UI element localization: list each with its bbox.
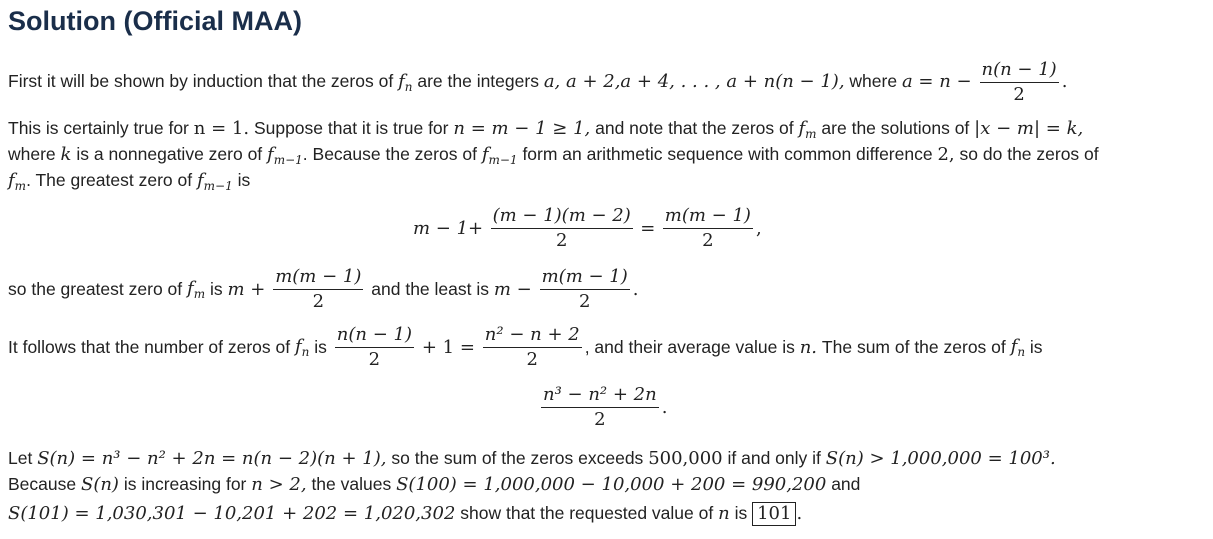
text: where bbox=[849, 71, 898, 92]
paragraph-base-case-line2: where k is a nonnegative zero of $f_{m-1}$. Because the zeros of $f_{m-1}$ form an arithmetic sequence with common difference 2, so do the zeros of bbox=[8, 144, 1099, 167]
paragraph-conclusion-line2: Because S(n) is increasing for n > 2, the values S(100) = 1,000,000 − 10,000 + 200 = 990,200 and bbox=[8, 474, 861, 495]
paragraph-base-case: This is certainly true for n = 1. Suppose that it is true for n = m − 1 ≥ 1, and note that the zeros of $f_m$ are the solutions of |x − m| = k, bbox=[8, 118, 1084, 141]
fraction: $\frac{n(n - 1)}{2}$ bbox=[981, 59, 1057, 105]
math-n-eq-1: n = 1. bbox=[193, 118, 250, 139]
math-fn: $f_n$ bbox=[398, 71, 413, 95]
math-sequence: a, a + 2,a + 4, . . . , a + n(n − 1), bbox=[543, 71, 845, 93]
paragraph-conclusion-line1: Let S(n) = n³ − n² + 2n = n(n − 2)(n + 1), so the sum of the zeros exceeds 500,000 if and only if S(n) > 1,000,000 = 100³. bbox=[8, 448, 1056, 469]
display-equation-sum: $\frac{\text{n³ − n² + 2n}}{2}$ . bbox=[543, 384, 668, 430]
text: are the integers bbox=[417, 71, 539, 92]
text: First it will be shown by induction that the zeros of bbox=[8, 71, 394, 92]
page-title: Solution (Official MAA) bbox=[8, 6, 302, 36]
paragraph-number-of-zeros: It follows that the number of zeros of $f_n$ is $\frac{n(n - 1)}{2}$ + 1 = $\frac{\text{n² − n + 2}}{2}$ , and their average value is n. The sum of the zeros of $f_n$ is bbox=[8, 324, 1043, 370]
math-a-eq: a = n − bbox=[901, 71, 972, 93]
math-abs-eq: |x − m| = k, bbox=[974, 118, 1084, 139]
display-equation-greatest-zero: m − 1+ $\frac{(m - 1)(m - 2)}{2}$ = $\frac{m(m - 1)}{2}$ , bbox=[413, 205, 762, 251]
answer-box: 101 bbox=[752, 502, 796, 526]
paragraph-conclusion-line3: S(101) = 1,030,301 − 10,201 + 202 = 1,020,302 show that the requested value of n is 101 . bbox=[8, 503, 803, 524]
paragraph-greatest-least: so the greatest zero of $f_m$ is m + $\frac{m(m - 1)}{2}$ and the least is m − $\frac{m(m - 1)}{2}$ . bbox=[8, 266, 639, 312]
math-n-eq-m: n = m − 1 ≥ 1, bbox=[453, 118, 591, 139]
math-fm: $f_m$ bbox=[798, 118, 817, 141]
paragraph-base-case-line3: $f_m$. The greatest zero of $f_{m-1}$ is bbox=[8, 170, 251, 193]
paragraph-induction-claim: First it will be shown by induction that the zeros of $f_n$ are the integers a, a + 2,a + 4, . . . , a + n(n − 1), where a = n − $\frac{n(n - 1)}{2}$ . bbox=[8, 59, 1068, 105]
